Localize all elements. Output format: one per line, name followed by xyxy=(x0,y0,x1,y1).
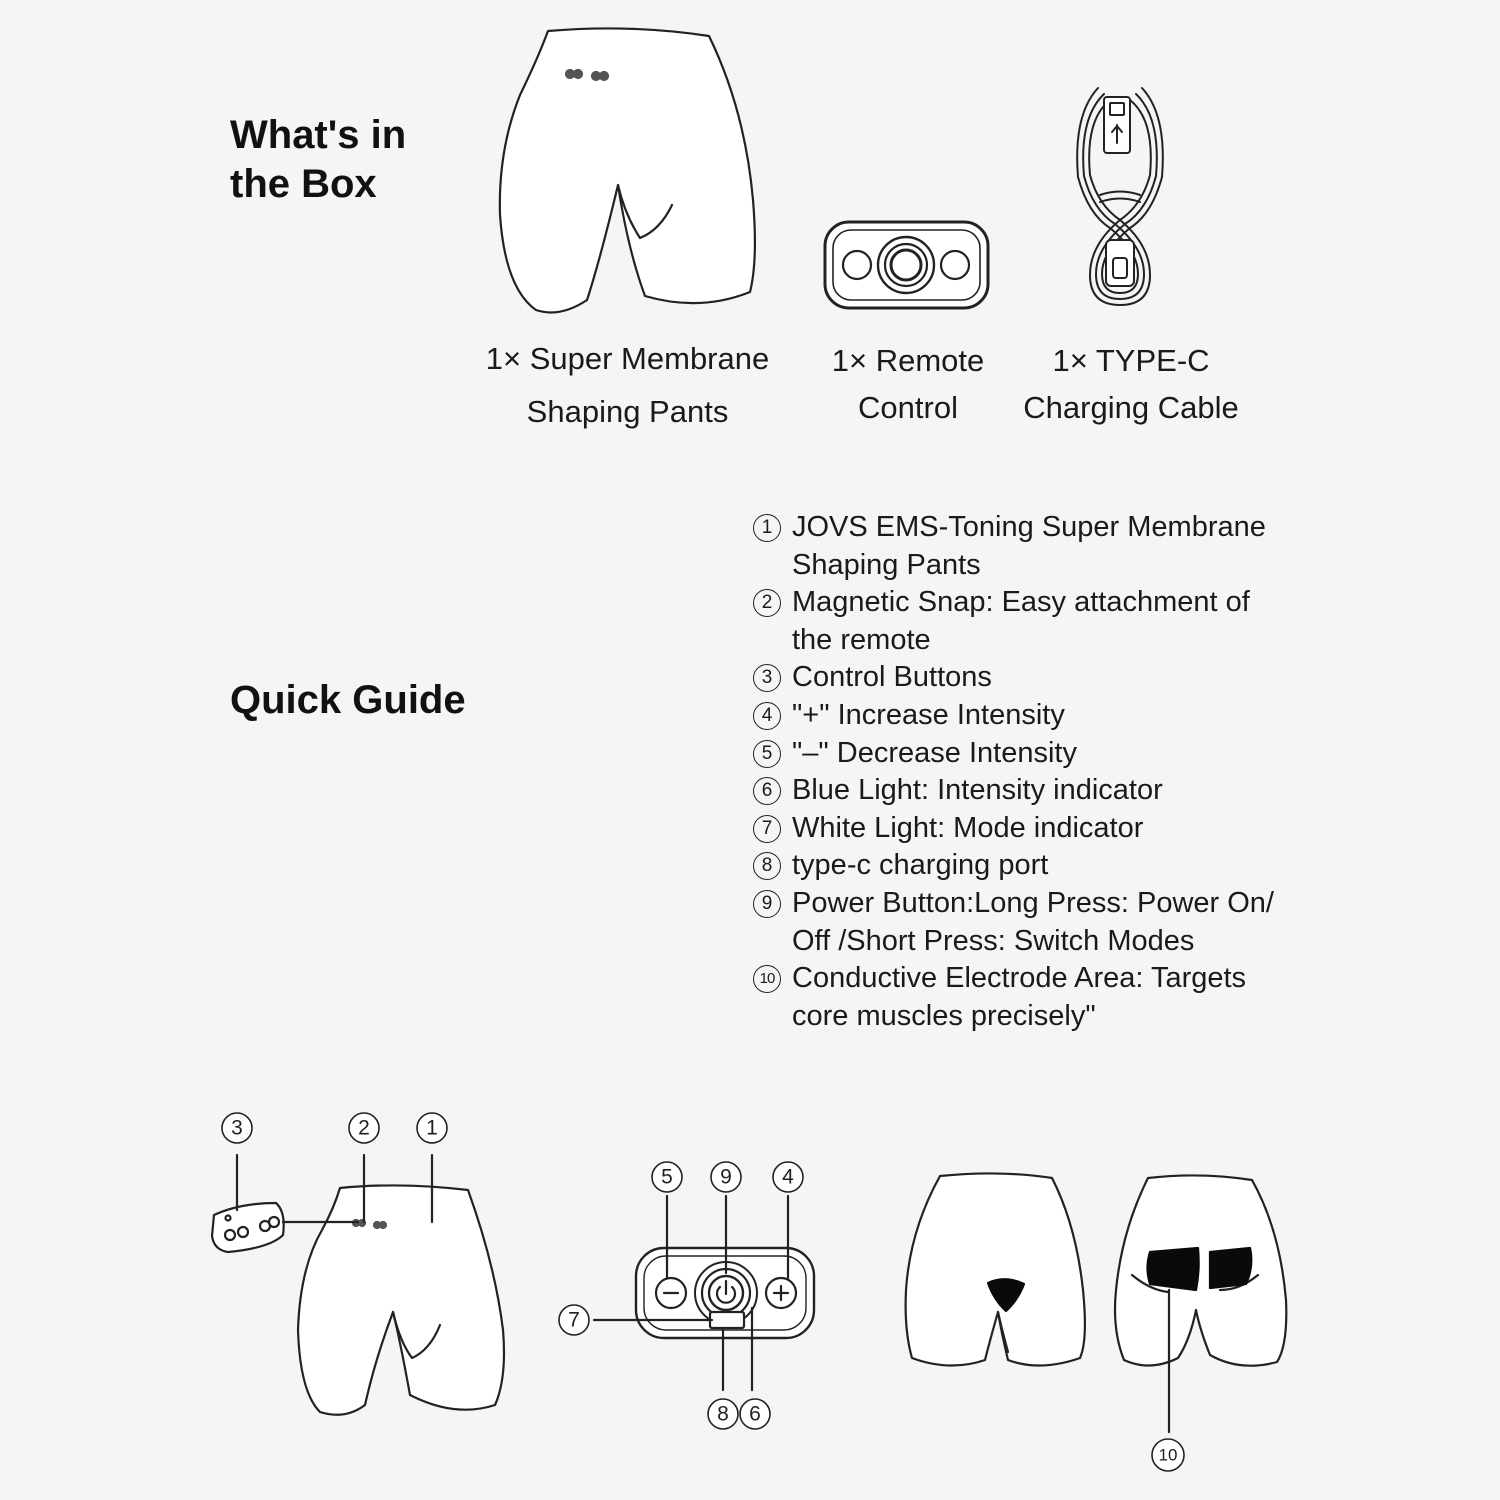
usb-c-cable-icon xyxy=(1077,88,1163,305)
callout-5 xyxy=(652,1162,682,1192)
number-badge: 4 xyxy=(753,702,781,730)
quick-guide-heading: Quick Guide xyxy=(230,678,466,722)
guide-line: Shaping Pants xyxy=(792,548,981,581)
svg-text:8: 8 xyxy=(717,1402,729,1426)
callout-9 xyxy=(711,1162,741,1192)
caption-line: 1× TYPE-C xyxy=(1052,343,1210,378)
callout-4 xyxy=(773,1162,803,1192)
number-badge: 7 xyxy=(753,815,781,843)
number-badge: 5 xyxy=(753,740,781,768)
callout-6 xyxy=(740,1399,770,1429)
remote-control-icon xyxy=(825,222,988,308)
number-badge: 6 xyxy=(753,777,781,805)
svg-text:4: 4 xyxy=(782,1165,794,1189)
svg-text:1: 1 xyxy=(426,1116,438,1140)
guide-line: "–" Decrease Intensity xyxy=(792,736,1077,769)
guide-line: White Light: Mode indicator xyxy=(792,811,1144,844)
guide-line: JOVS EMS-Toning Super Membrane xyxy=(792,511,1266,543)
shaping-pants-icon xyxy=(500,28,755,312)
heading-line: What's in xyxy=(230,113,407,157)
caption-line: Shaping Pants xyxy=(526,394,729,429)
number-badge: 10 xyxy=(753,965,781,993)
number-badge: 1 xyxy=(753,514,781,542)
guide-line: core muscles precisely" xyxy=(792,999,1096,1032)
number-badge: 2 xyxy=(753,589,781,617)
caption-line: 1× Remote xyxy=(831,343,985,378)
caption-line: Control xyxy=(858,390,958,425)
svg-text:6: 6 xyxy=(749,1402,761,1426)
callout-8 xyxy=(708,1399,738,1429)
svg-text:5: 5 xyxy=(661,1165,673,1189)
guide-line: "+" Increase Intensity xyxy=(792,698,1065,731)
svg-text:3: 3 xyxy=(231,1116,243,1140)
guide-line: the remote xyxy=(792,623,931,656)
svg-text:7: 7 xyxy=(568,1308,580,1332)
callout-10 xyxy=(1152,1439,1184,1471)
callout-7 xyxy=(559,1305,589,1335)
svg-text:2: 2 xyxy=(358,1116,370,1140)
callout-3 xyxy=(222,1113,252,1143)
guide-line: Blue Light: Intensity indicator xyxy=(792,774,1163,807)
heading-line: the Box xyxy=(230,162,377,206)
shaping-pants-diagram xyxy=(212,1155,504,1415)
guide-line: Control Buttons xyxy=(792,661,992,694)
guide-line: Off /Short Press: Switch Modes xyxy=(792,924,1195,957)
svg-text:9: 9 xyxy=(720,1165,732,1189)
svg-text:10: 10 xyxy=(1158,1445,1178,1465)
guide-line: Magnetic Snap: Easy attachment of xyxy=(792,586,1250,619)
electrode-area-diagram xyxy=(906,1173,1287,1432)
callout-2 xyxy=(349,1113,379,1143)
number-badge: 8 xyxy=(753,852,781,880)
guide-line: Conductive Electrode Area: Targets xyxy=(792,962,1247,995)
guide-line: type-c charging port xyxy=(792,849,1049,882)
guide-line: Power Button:Long Press: Power On/ xyxy=(792,886,1274,919)
number-badge: 3 xyxy=(753,664,781,692)
number-badge: 9 xyxy=(753,890,781,918)
caption-line: 1× Super Membrane xyxy=(485,341,770,376)
caption-line: Charging Cable xyxy=(1023,390,1239,425)
callout-1 xyxy=(417,1113,447,1143)
remote-control-diagram xyxy=(594,1196,814,1390)
